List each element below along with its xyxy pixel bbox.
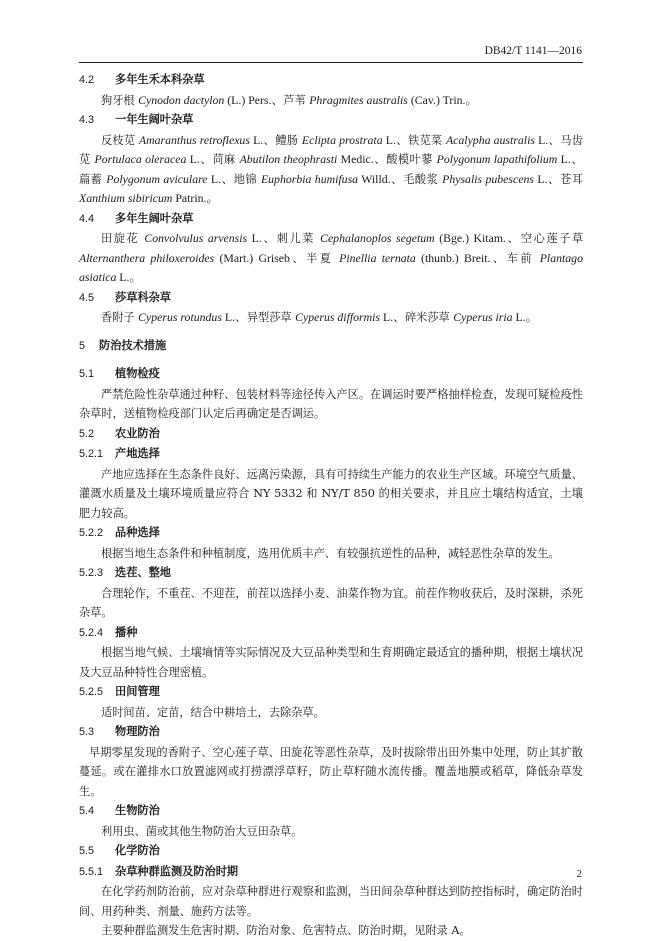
- paragraph-5-2-2: 根据当地生态条件和种植制度，选用优质丰产、有较强抗逆性的品种，减轻恶性杂草的发生。: [101, 546, 560, 560]
- section-number: 5.2.1: [79, 448, 104, 460]
- section-title: 多年生禾本科杂草: [115, 72, 205, 86]
- paragraph-5-3: 早期零星发现的香附子、空心莲子草、田旋花等恶性杂草，及时拔除带出田外集中处理，防止其扩散蔓延。或在灌排水口放置滤网或打捞漂浮草籽，防止草籽随水流传播。覆盖地膜或稻草，降低杂草发生。: [79, 745, 583, 798]
- paragraph-5-2-3: 合理轮作，不重茬、不迎茬，前茬以选择小麦、油菜作物为宜。前茬作物收获后，及时深耕，杀死杂草。: [79, 586, 583, 619]
- heading-4-3: [79, 110, 583, 131]
- section-number: 5.1: [79, 368, 95, 380]
- section-number: 5.3: [79, 726, 95, 738]
- section-number: 5.2.3: [79, 567, 104, 579]
- paragraph-5-2-5: 适时间苗、定苗，结合中耕培土，去除杂草。: [101, 705, 325, 719]
- chapter-number: 5: [79, 339, 86, 352]
- heading-4-4: [79, 209, 583, 230]
- heading-5-2-2: [79, 523, 583, 544]
- section-number: 4.4: [79, 212, 95, 225]
- page-content: [79, 70, 583, 941]
- heading-5: [79, 336, 583, 357]
- section-title: 莎草科杂草: [115, 289, 171, 304]
- chapter-title: 防治技术措施: [99, 337, 167, 352]
- page-number: 2: [576, 868, 582, 880]
- section-title: 农业防治: [115, 425, 160, 440]
- heading-5-5-1: [79, 862, 583, 883]
- paragraph-5-5-1-b: 主要种群监测发生危害时期、防治对象、危害特点、防治时期，见附录 A。: [101, 924, 471, 937]
- section-number: 5.2.2: [79, 527, 104, 539]
- section-number: 5.2.4: [79, 626, 104, 639]
- heading-5-5: [79, 841, 583, 862]
- section-title: 选茬、整地: [115, 565, 171, 579]
- heading-5-4: [79, 801, 583, 822]
- document-code: DB42/T 1141—2016: [484, 45, 582, 57]
- section-title: 化学防治: [115, 843, 160, 857]
- section-title: 多年生阔叶杂草: [115, 210, 194, 225]
- section-title: 杂草种群监测及防治时期: [115, 863, 239, 878]
- section-title: 播种: [115, 624, 138, 639]
- paragraph-4-5: 香附子 Cyperus rotundus L.、异型莎草 Cyperus difformis L.、碎米莎草 Cyperus iria L.。: [101, 310, 538, 324]
- section-number: 5.5.1: [79, 865, 104, 878]
- header-rule: [79, 62, 583, 63]
- heading-5-3: [79, 722, 583, 743]
- section-number: 4.2: [79, 74, 95, 86]
- heading-5-2-1: [79, 444, 583, 465]
- section-number: 5.5: [79, 845, 95, 857]
- section-title: 田间管理: [115, 684, 160, 698]
- paragraph-4-3: 反枝苋 Amaranthus retroflexus L.、鳢肠 Eclipta prostrata L.、铁苋菜 Acalypha australis L.、马齿苋 Portulaca oleracea L.、苘麻 Abutilon theophrasti Medic.、酸模叶蓼 Polygonum lapathifolium L.、萹蓄 Polygonum aviculare L.、地锦 Euphorbia humifusa Willd.、毛酸浆 Physalis pubescens L.、苍耳 Xanthium sibiricum Patrin.。: [79, 132, 583, 205]
- heading-5-2: [79, 424, 583, 445]
- paragraph-4-4: 田旋花 Convolvulus arvensis L.、刺儿菜 Cephalanoplos segetum (Bge.) Kitam.、空心莲子草 Alternanthera philoxeroides (Mart.) Griseb、半夏 Pinellia ternata (thunb.) Breit.、车前 Plantago asiatica L.。: [79, 231, 584, 284]
- paragraph-5-4: 利用虫、菌或其他生物防治大豆田杂草。: [101, 824, 303, 838]
- section-number: 5.2: [79, 427, 95, 440]
- paragraph-5-2-1: 产地应选择在生态条件良好、远离污染源，具有可持续生产能力的农业生产区域。环境空气质量、灌溉水质量及土壤环境质量应符合 NY 5332 和 NY/T 850 的相关要求，并且应土壤结构适宜，土壤肥力较高。: [79, 467, 583, 520]
- section-number: 4.3: [79, 114, 95, 126]
- heading-4-2: [79, 70, 583, 91]
- section-number: 4.5: [79, 291, 95, 304]
- section-title: 品种选择: [115, 525, 160, 539]
- heading-5-1: [79, 364, 583, 385]
- paragraph-5-5-1-a: 在化学药剂防治前，应对杂草种群进行观察和监测，当田间杂草种群达到防控指标时，确定防治时间、用药种类、剂量、施药方法等。: [79, 885, 583, 918]
- section-title: 生物防治: [115, 803, 160, 817]
- heading-5-2-5: [79, 682, 583, 703]
- paragraph-5-1: 严禁危险性杂草通过种籽、包装材料等途径传入产区。在调运时要严格抽样检查，发现可疑检疫性杂草时，送植物检疫部门认定后再确定是否调运。: [79, 387, 583, 420]
- paragraph-5-2-4: 根据当地气候、土壤墒情等实际情况及大豆品种类型和生育期确定最适宜的播种期，根据土壤状况及大豆品种特性合理密植。: [79, 646, 583, 679]
- heading-5-2-4: [79, 623, 583, 644]
- section-title: 产地选择: [115, 446, 160, 460]
- paragraph-4-2: 狗牙根 Cynodon dactylon (L.) Pers.、芦苇 Phragmites australis (Cav.) Trin.。: [101, 92, 478, 107]
- section-number: 5.2.5: [79, 686, 104, 698]
- section-title: 植物检疫: [115, 366, 160, 380]
- section-title: 一年生阔叶杂草: [115, 112, 194, 126]
- heading-4-5: [79, 288, 583, 309]
- heading-5-2-3: [79, 563, 583, 584]
- section-number: 5.4: [79, 805, 95, 817]
- section-title: 物理防治: [115, 724, 160, 738]
